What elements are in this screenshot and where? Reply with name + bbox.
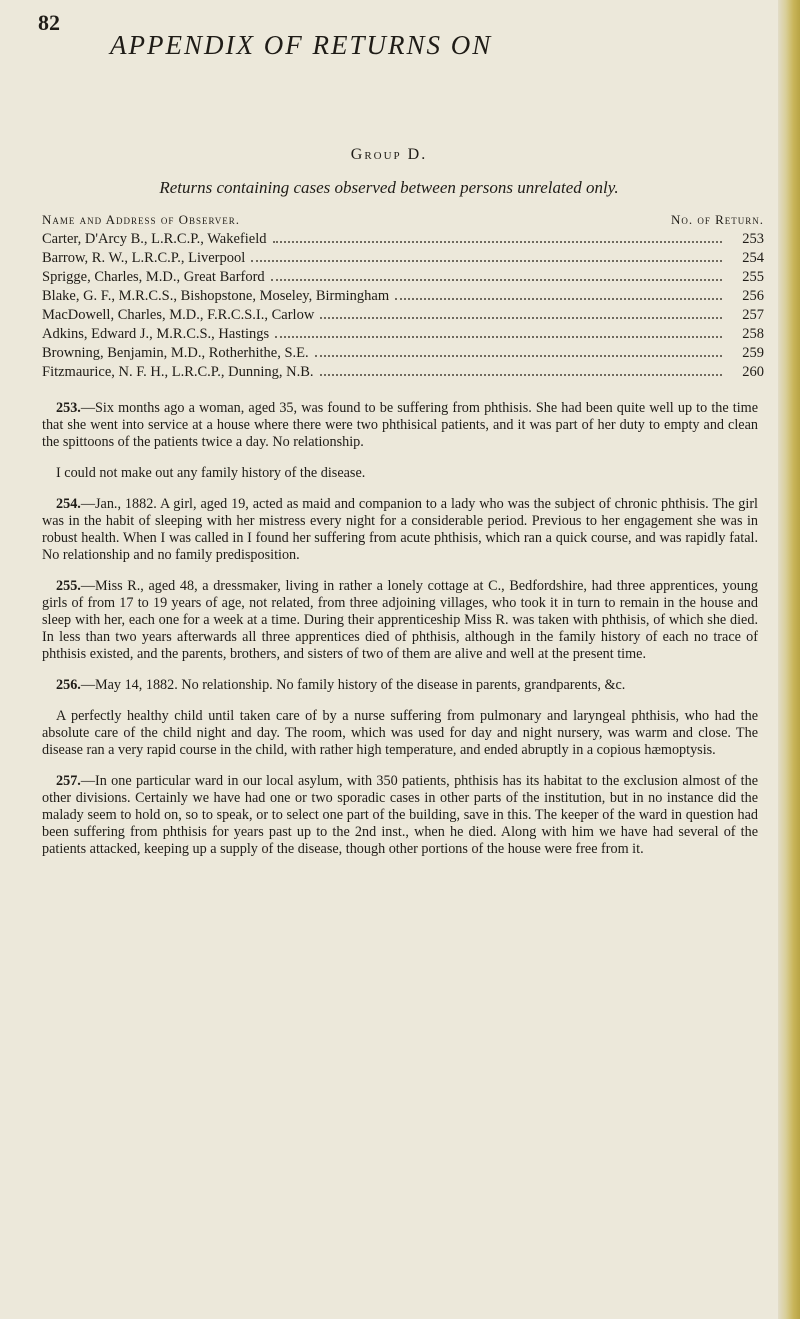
table-header-number-column: No. of Return. — [670, 212, 764, 227]
case-number: 256. — [56, 677, 81, 693]
return-number: 254 — [742, 250, 764, 266]
case-number: 254. — [56, 496, 81, 512]
case-number: 255. — [56, 578, 81, 594]
return-number: 256 — [742, 288, 764, 304]
observer-name: Blake, G. F., M.R.C.S., Bishopstone, Moseley, Birmingham — [42, 288, 390, 304]
observer-name: Sprigge, Charles, M.D., Great Barford — [42, 269, 265, 285]
case-paragraph — [42, 708, 758, 759]
case-paragraph — [42, 677, 758, 694]
case-text: —Miss R., aged 48, a dressmaker, living in rather a lonely cottage at C., Bedfordshire, had three apprentices, young girls of from 17 to 19 years of age, not related, from three adjoining villages, who took it in turn to remain in the house and sleep with her, each one for a week at a time. During their apprenticeship Miss R. was taken with phthisis, of which she died. In less than two years afterwards all three apprentices died of phthisis, although in the family history of each no trace of phthisis existed, and the parents, brothers, and sisters of two of them are alive and well at the present time. — [42, 578, 758, 662]
case-paragraph — [42, 773, 758, 858]
leader-dots — [273, 230, 722, 243]
observer-row — [42, 230, 764, 249]
case-text: —In one particular ward in our local asylum, with 350 patients, phthisis has its habitat to the exclusion almost of the other divisions. Certainly we have had one or two sporadic cases in other parts of the institution, but in no instance did the malady seem to hold on, so to speak, or to select one part of the building, save in this. The keeper of the ward in question had been suffering from phthisis for years past up to the 2nd inst., when he died. Along with him we have had several of the patients attacked, keeping up a supply of the disease, though other portions of the house were free from it. — [42, 773, 758, 857]
table-header-name-column: Name and Address of Observer. — [42, 212, 240, 227]
case-text: A perfectly healthy child until taken care of by a nurse suffering from pulmonary and laryngeal phthisis, who had the absolute care of the child night and day. The room, which was used for day and night nursery, was warm and close. The disease ran a very rapid course in the child, with rather high temperature, and ended abruptly in a copious hæmoptysis. — [42, 708, 758, 758]
case-paragraph — [42, 578, 758, 663]
section-subtitle: Returns containing cases observed between persons unrelated only. — [159, 178, 619, 197]
running-head: APPENDIX OF RETURNS ON — [110, 30, 493, 60]
observer-row — [42, 344, 764, 363]
page-number: 82 — [38, 10, 60, 35]
leader-dots — [251, 249, 722, 262]
observer-row — [42, 306, 764, 325]
observer-name: Barrow, R. W., L.R.C.P., Liverpool — [42, 250, 246, 266]
return-number: 253 — [742, 231, 764, 247]
observer-name: Carter, D'Arcy B., L.R.C.P., Wakefield — [42, 231, 267, 247]
observer-row — [42, 268, 764, 287]
case-text: —Six months ago a woman, aged 35, was found to be suffering from phthisis. She had been quite well up to the time that she went into service at a house where there were two phthisical patients, and it was part of her duty to empty and clean the spittoons of the patients twice a day. No relationship. — [42, 400, 758, 450]
observer-row — [42, 287, 764, 306]
observer-row — [42, 325, 764, 344]
observer-name: Browning, Benjamin, M.D., Rotherhithe, S.E. — [42, 345, 309, 361]
case-reports — [42, 400, 758, 872]
observer-name: MacDowell, Charles, M.D., F.R.C.S.I., Carlow — [42, 307, 315, 323]
return-number: 255 — [742, 269, 764, 285]
case-paragraph — [42, 400, 758, 451]
case-number: 257. — [56, 773, 81, 789]
case-text: —Jan., 1882. A girl, aged 19, acted as maid and companion to a lady who was the subject of chronic phthisis. The girl was in the habit of sleeping with her mistress every night for a considerable period. Previous to her engagement she was in robust health. When I was called in I found her suffering from acute phthisis, which ran a quick course, and was rapidly fatal. No relationship and no family predisposition. — [42, 496, 758, 563]
observer-table — [42, 230, 764, 382]
case-number: 253. — [56, 400, 81, 416]
return-number: 258 — [742, 326, 764, 342]
page-edge-strip — [778, 0, 800, 1319]
observer-row — [42, 363, 764, 382]
return-number: 257 — [742, 307, 764, 323]
return-number: 259 — [742, 345, 764, 361]
case-text: I could not make out any family history of the disease. — [56, 465, 366, 481]
case-text: —May 14, 1882. No relationship. No family history of the disease in parents, grandparents, &c. — [80, 677, 626, 693]
leader-dots — [320, 306, 722, 319]
case-paragraph — [42, 465, 758, 482]
leader-dots — [320, 363, 722, 376]
case-paragraph — [42, 496, 758, 564]
observer-name: Adkins, Edward J., M.R.C.S., Hastings — [42, 326, 270, 342]
group-title: Group D. — [350, 146, 428, 163]
leader-dots — [275, 325, 722, 338]
observer-name: Fitzmaurice, N. F. H., L.R.C.P., Dunning, N.B. — [42, 364, 314, 380]
leader-dots — [315, 344, 722, 357]
leader-dots — [395, 287, 722, 300]
leader-dots — [271, 268, 722, 281]
return-number: 260 — [742, 364, 764, 380]
observer-row — [42, 249, 764, 268]
